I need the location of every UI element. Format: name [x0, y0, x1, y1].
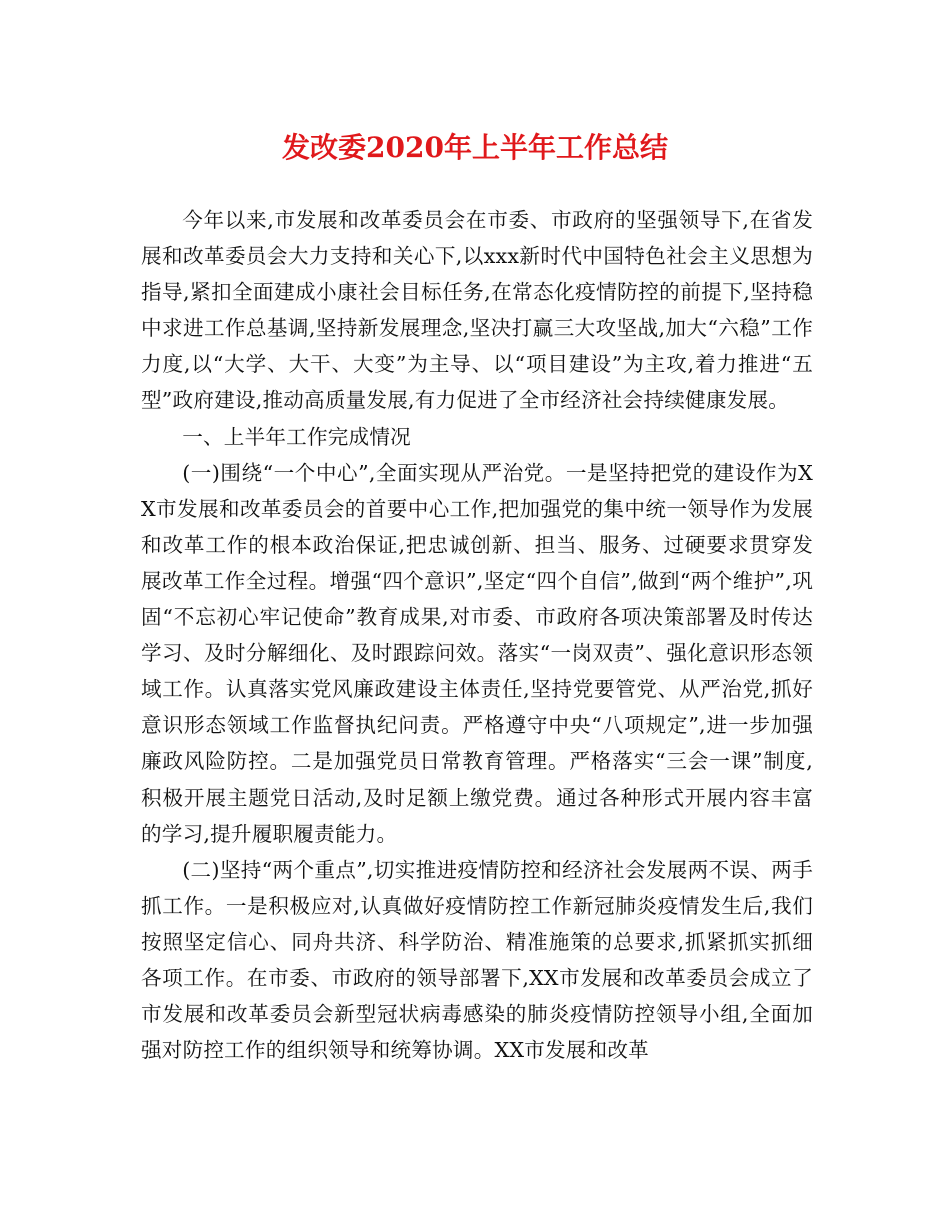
paragraph-party-building: (一)围绕“一个中心”,全面实现从严治党。一是坚持把党的建设作为XX市发展和改革委员会的首要中心工作,把加强党的集中统一领导作为发展和改革工作的根本政治保证,把忠诚创新、担当、服务、过硬要求贯穿发展改革工作全过程。增强“四个意识”,坚定“四个自信”,做到“两个维护”,巩固“不忘初心牢记使命”教育成果,对市委、市政府各项决策部署及时传达学习、及时分解细化、及时跟踪问效。落实“一岗双责”、强化意识形态领域工作。认真落实党风廉政建设主体责任,坚持党要管党、从严治党,抓好意识形态领域工作监督执纪问责。严格遵守中央“八项规定”,进一步加强廉政风险防控。二是加强党员日常教育管理。严格落实“三会一课”制度,积极开展主题党日活动,及时足额上缴党费。通过各种形式开展内容丰富的学习,提升履职履责能力。: [141, 460, 813, 846]
document-body: [141, 202, 813, 1068]
paragraph-epidemic-control: (二)坚持“两个重点”,切实推进疫情防控和经济社会发展两不误、两手抓工作。一是积极应对,认真做好疫情防控工作新冠肺炎疫情发生后,我们按照坚定信心、同舟共济、科学防治、精准施策的总要求,抓紧抓实抓细各项工作。在市委、市政府的领导部署下,XX市发展和改革委员会成立了市发展和改革委员会新型冠状病毒感染的肺炎疫情防控领导小组,全面加强对防控工作的组织领导和统筹协调。XX市发展和改革: [141, 857, 813, 1063]
paragraph-intro: 今年以来,市发展和改革委员会在市委、市政府的坚强领导下,在省发展和改革委员会大力支持和关心下,以xxx新时代中国特色社会主义思想为指导,紧扣全面建成小康社会目标任务,在常态化疫情防控的前提下,坚持稳中求进工作总基调,坚持新发展理念,坚决打赢三大攻坚战,加大“六稳”工作力度,以“大学、大干、大变”为主导、以“项目建设”为主攻,着力推进“五型”政府建设,推动高质量发展,有力促进了全市经济社会持续健康发展。: [141, 208, 813, 413]
section-heading-1: 一、上半年工作完成情况: [182, 424, 411, 449]
document-title: 发改委2020年上半年工作总结: [282, 131, 668, 164]
